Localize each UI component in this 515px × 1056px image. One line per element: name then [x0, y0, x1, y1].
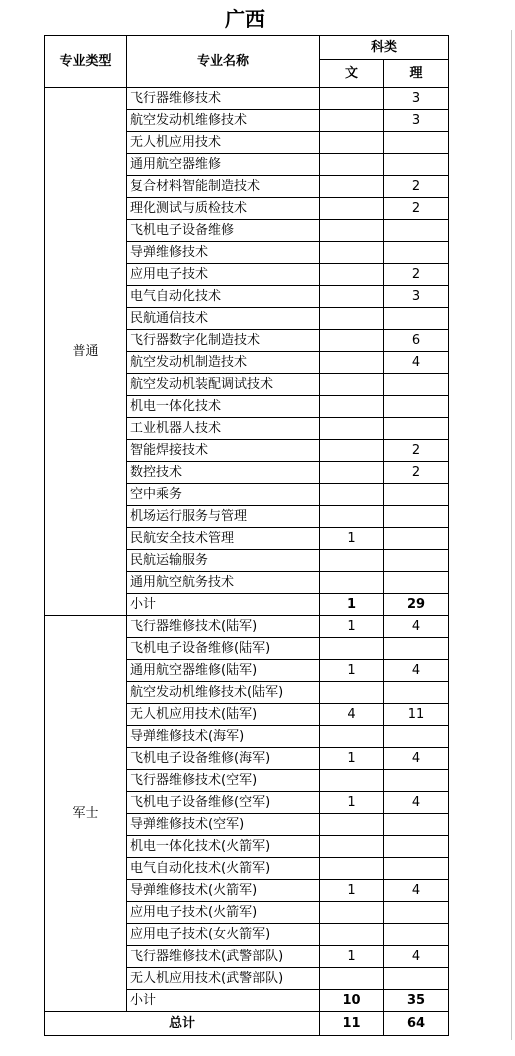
- li-count-cell: 4: [384, 660, 449, 682]
- wen-count-cell: 1: [320, 748, 384, 770]
- wen-count-cell: [320, 462, 384, 484]
- major-name-cell: 飞行器数字化制造技术: [127, 330, 320, 352]
- li-count-cell: [384, 418, 449, 440]
- major-name-cell: 数控技术: [127, 462, 320, 484]
- subtotal-label: 小计: [127, 594, 320, 616]
- wen-count-cell: [320, 484, 384, 506]
- enrollment-table: [44, 35, 449, 1036]
- header-wen: 文: [320, 60, 384, 88]
- li-count-cell: 3: [384, 110, 449, 132]
- page-title: 广西: [225, 7, 265, 31]
- wen-count-cell: [320, 924, 384, 946]
- li-count-cell: [384, 770, 449, 792]
- wen-count-cell: 1: [320, 616, 384, 638]
- li-count-cell: [384, 506, 449, 528]
- major-name-cell: 航空发动机制造技术: [127, 352, 320, 374]
- li-count-cell: 3: [384, 286, 449, 308]
- major-name-cell: 飞行器维修技术: [127, 88, 320, 110]
- wen-count-cell: [320, 198, 384, 220]
- total-row: [45, 1012, 449, 1036]
- major-name-cell: 导弹维修技术(火箭军): [127, 880, 320, 902]
- major-name-cell: 机电一体化技术(火箭军): [127, 836, 320, 858]
- li-count-cell: 3: [384, 88, 449, 110]
- li-count-cell: 4: [384, 748, 449, 770]
- wen-count-cell: [320, 858, 384, 880]
- major-name-cell: 复合材料智能制造技术: [127, 176, 320, 198]
- wen-count-cell: [320, 506, 384, 528]
- total-label: 总计: [45, 1012, 320, 1036]
- wen-count-cell: [320, 308, 384, 330]
- category-cell: 军士: [45, 616, 127, 1012]
- wen-count-cell: [320, 286, 384, 308]
- li-count-cell: 2: [384, 440, 449, 462]
- major-name-cell: 通用航空器维修: [127, 154, 320, 176]
- wen-count-cell: [320, 220, 384, 242]
- wen-count-cell: [320, 814, 384, 836]
- li-count-cell: [384, 484, 449, 506]
- li-count-cell: [384, 814, 449, 836]
- wen-count-cell: 1: [320, 660, 384, 682]
- major-name-cell: 无人机应用技术(陆军): [127, 704, 320, 726]
- li-count-cell: [384, 726, 449, 748]
- wen-count-cell: [320, 264, 384, 286]
- li-count-cell: [384, 374, 449, 396]
- total-li: 64: [384, 1012, 449, 1036]
- major-name-cell: 民航运输服务: [127, 550, 320, 572]
- major-name-cell: 飞行器维修技术(陆军): [127, 616, 320, 638]
- li-count-cell: 6: [384, 330, 449, 352]
- wen-count-cell: 1: [320, 946, 384, 968]
- wen-count-cell: [320, 352, 384, 374]
- wen-count-cell: [320, 572, 384, 594]
- li-count-cell: [384, 242, 449, 264]
- header-row-1: [45, 36, 449, 60]
- table-row: [45, 616, 449, 638]
- li-count-cell: [384, 396, 449, 418]
- wen-count-cell: [320, 330, 384, 352]
- li-count-cell: [384, 638, 449, 660]
- major-name-cell: 民航通信技术: [127, 308, 320, 330]
- li-count-cell: 2: [384, 264, 449, 286]
- wen-count-cell: 1: [320, 880, 384, 902]
- table-row: [45, 88, 449, 110]
- major-name-cell: 机电一体化技术: [127, 396, 320, 418]
- wen-count-cell: [320, 242, 384, 264]
- major-name-cell: 航空发动机维修技术: [127, 110, 320, 132]
- wen-count-cell: [320, 770, 384, 792]
- wen-count-cell: [320, 88, 384, 110]
- wen-count-cell: [320, 132, 384, 154]
- li-count-cell: 4: [384, 880, 449, 902]
- wen-count-cell: [320, 836, 384, 858]
- li-count-cell: [384, 220, 449, 242]
- li-count-cell: 4: [384, 792, 449, 814]
- major-name-cell: 导弹维修技术: [127, 242, 320, 264]
- major-name-cell: 工业机器人技术: [127, 418, 320, 440]
- major-name-cell: 飞机电子设备维修: [127, 220, 320, 242]
- li-count-cell: [384, 682, 449, 704]
- li-count-cell: 2: [384, 462, 449, 484]
- li-count-cell: [384, 550, 449, 572]
- major-name-cell: 通用航空器维修(陆军): [127, 660, 320, 682]
- wen-count-cell: [320, 374, 384, 396]
- subtotal-li: 35: [384, 990, 449, 1012]
- major-name-cell: 应用电子技术(女火箭军): [127, 924, 320, 946]
- li-count-cell: 4: [384, 946, 449, 968]
- major-name-cell: 应用电子技术: [127, 264, 320, 286]
- total-wen: 11: [320, 1012, 384, 1036]
- category-cell: 普通: [45, 88, 127, 616]
- header-name: 专业名称: [127, 36, 320, 88]
- wen-count-cell: [320, 682, 384, 704]
- wen-count-cell: [320, 418, 384, 440]
- major-name-cell: 飞机电子设备维修(空军): [127, 792, 320, 814]
- li-count-cell: [384, 836, 449, 858]
- wen-count-cell: [320, 154, 384, 176]
- li-count-cell: 2: [384, 198, 449, 220]
- subtotal-label: 小计: [127, 990, 320, 1012]
- li-count-cell: 4: [384, 616, 449, 638]
- header-type: 专业类型: [45, 36, 127, 88]
- major-name-cell: 导弹维修技术(海军): [127, 726, 320, 748]
- wen-count-cell: [320, 176, 384, 198]
- major-name-cell: 飞机电子设备维修(陆军): [127, 638, 320, 660]
- major-name-cell: 航空发动机维修技术(陆军): [127, 682, 320, 704]
- li-count-cell: [384, 154, 449, 176]
- header-subject: 科类: [320, 36, 449, 60]
- major-name-cell: 飞行器维修技术(武警部队): [127, 946, 320, 968]
- major-name-cell: 电气自动化技术(火箭军): [127, 858, 320, 880]
- li-count-cell: [384, 308, 449, 330]
- wen-count-cell: [320, 110, 384, 132]
- wen-count-cell: [320, 550, 384, 572]
- wen-count-cell: 4: [320, 704, 384, 726]
- major-name-cell: 航空发动机装配调试技术: [127, 374, 320, 396]
- page-edge-line: [511, 30, 512, 1040]
- li-count-cell: 4: [384, 352, 449, 374]
- major-name-cell: 飞行器维修技术(空军): [127, 770, 320, 792]
- subtotal-wen: 1: [320, 594, 384, 616]
- li-count-cell: [384, 924, 449, 946]
- major-name-cell: 智能焊接技术: [127, 440, 320, 462]
- major-name-cell: 飞机电子设备维修(海军): [127, 748, 320, 770]
- wen-count-cell: [320, 968, 384, 990]
- major-name-cell: 机场运行服务与管理: [127, 506, 320, 528]
- major-name-cell: 理化测试与质检技术: [127, 198, 320, 220]
- major-name-cell: 应用电子技术(火箭军): [127, 902, 320, 924]
- header-li: 理: [384, 60, 449, 88]
- li-count-cell: 2: [384, 176, 449, 198]
- major-name-cell: 无人机应用技术(武警部队): [127, 968, 320, 990]
- major-name-cell: 空中乘务: [127, 484, 320, 506]
- wen-count-cell: [320, 726, 384, 748]
- wen-count-cell: [320, 638, 384, 660]
- major-name-cell: 电气自动化技术: [127, 286, 320, 308]
- major-name-cell: 无人机应用技术: [127, 132, 320, 154]
- wen-count-cell: [320, 396, 384, 418]
- li-count-cell: [384, 132, 449, 154]
- subtotal-wen: 10: [320, 990, 384, 1012]
- li-count-cell: 11: [384, 704, 449, 726]
- major-name-cell: 民航安全技术管理: [127, 528, 320, 550]
- wen-count-cell: 1: [320, 528, 384, 550]
- wen-count-cell: [320, 440, 384, 462]
- li-count-cell: [384, 858, 449, 880]
- li-count-cell: [384, 968, 449, 990]
- major-name-cell: 导弹维修技术(空军): [127, 814, 320, 836]
- li-count-cell: [384, 902, 449, 924]
- subtotal-li: 29: [384, 594, 449, 616]
- li-count-cell: [384, 528, 449, 550]
- wen-count-cell: 1: [320, 792, 384, 814]
- li-count-cell: [384, 572, 449, 594]
- wen-count-cell: [320, 902, 384, 924]
- major-name-cell: 通用航空航务技术: [127, 572, 320, 594]
